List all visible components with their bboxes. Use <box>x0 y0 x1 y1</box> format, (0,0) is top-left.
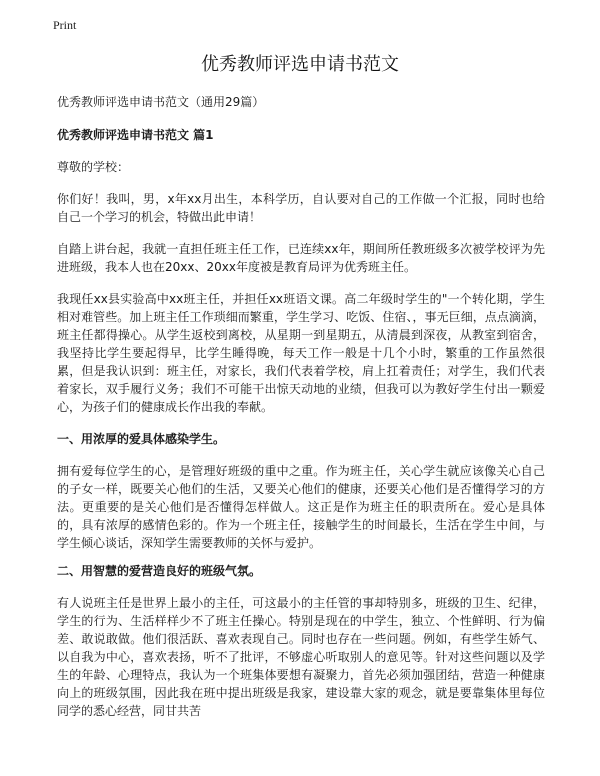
document-subtitle: 优秀教师评选申请书范文（通用29篇） <box>57 95 265 109</box>
document-title: 优秀教师评选申请书范文 <box>201 54 399 75</box>
section-heading-2: 二、用智慧的爱营造良好的班级气氛。 <box>57 564 262 578</box>
print-label[interactable]: Print <box>53 18 77 32</box>
section-heading-1: 一、用浓厚的爱具体感染学生。 <box>57 432 226 446</box>
document-body <box>57 93 545 734</box>
section-paragraph-1: 拥有爱每位学生的心，是管理好班级的重中之重。作为班主任，关心学生就应该像关心自己的子女一样，既要关心他们的生活，又要关心他们的健康，还要关心他们是否懂得学习的方法。更重要的是关心他们是否懂得怎样做人。这正是作为班主任的职责所在。爱心是具体的，具有浓厚的感情色彩的。作为一个班主任，接触学生的时间最长，生活在学生中间，与学生倾心谈话，深知学生需要教师的关怀与爱护。 <box>57 464 545 550</box>
paragraph-intro: 你们好！我叫，男，x年xx月出生，本科学历，自认要对自己的工作做一个汇报，同时也给自己一个学习的机会，特做出此申请！ <box>57 192 545 224</box>
section-paragraph-2: 有人说班主任是世界上最小的主任，可这最小的主任管的事却特别多，班级的卫生、纪律，学生的行为、生活样样少不了班主任操心。特别是现在的中学生，独立、个性鲜明、行为偏差、敢说敢做。他们很活跃、喜欢表现自己。同时也存在一些问题。例如，有些学生娇气、以自我为中心，喜欢表扬，听不了批评，不够虚心听取别人的意见等。针对这些问题以及学生的年龄、心理特点，我认为一个班集体要想有凝聚力，首先必须加强团结，营造一种健康向上的班级氛围，因此我在班中提出班级是我家，建设靠大家的观念，就是要靠集体里每位同学的悉心经营，同甘共苦 <box>57 596 545 718</box>
paragraph-experience: 自踏上讲台起，我就一直担任班主任工作，已连续xx年，期间所任教班级多次被学校评为先进班级，我本人也在20xx、20xx年度被是教育局评为优秀班主任。 <box>57 242 545 274</box>
paragraph-current-role: 我现任xx县实验高中xx班主任，并担任xx班语文课。高二年级时学生的"一个转化期，学生相对难管些。加上班主任工作琐细而繁重，学生学习、吃饭、住宿、，事无巨细，点点滴滴，班主任都得操心。从学生返校到离校，从星期一到星期五，从清晨到深夜，从教室到宿舍，我坚持比学生要起得早，比学生睡得晚，每天工作一般是十几个小时，繁重的工作虽然很累，但是我认识到：班主任，对家长，我们代表着学校，肩上扛着责任；对学生，我们代表着家长，双手履行义务；我们不可能干出惊天动地的业绩，但我可以为教好学生付出一颗爱心，为孩子们的健康成长作出我的奉献。 <box>57 292 545 414</box>
greeting: 尊敬的学校： <box>57 160 130 174</box>
article-heading: 优秀教师评选申请书范文 篇1 <box>57 128 214 142</box>
